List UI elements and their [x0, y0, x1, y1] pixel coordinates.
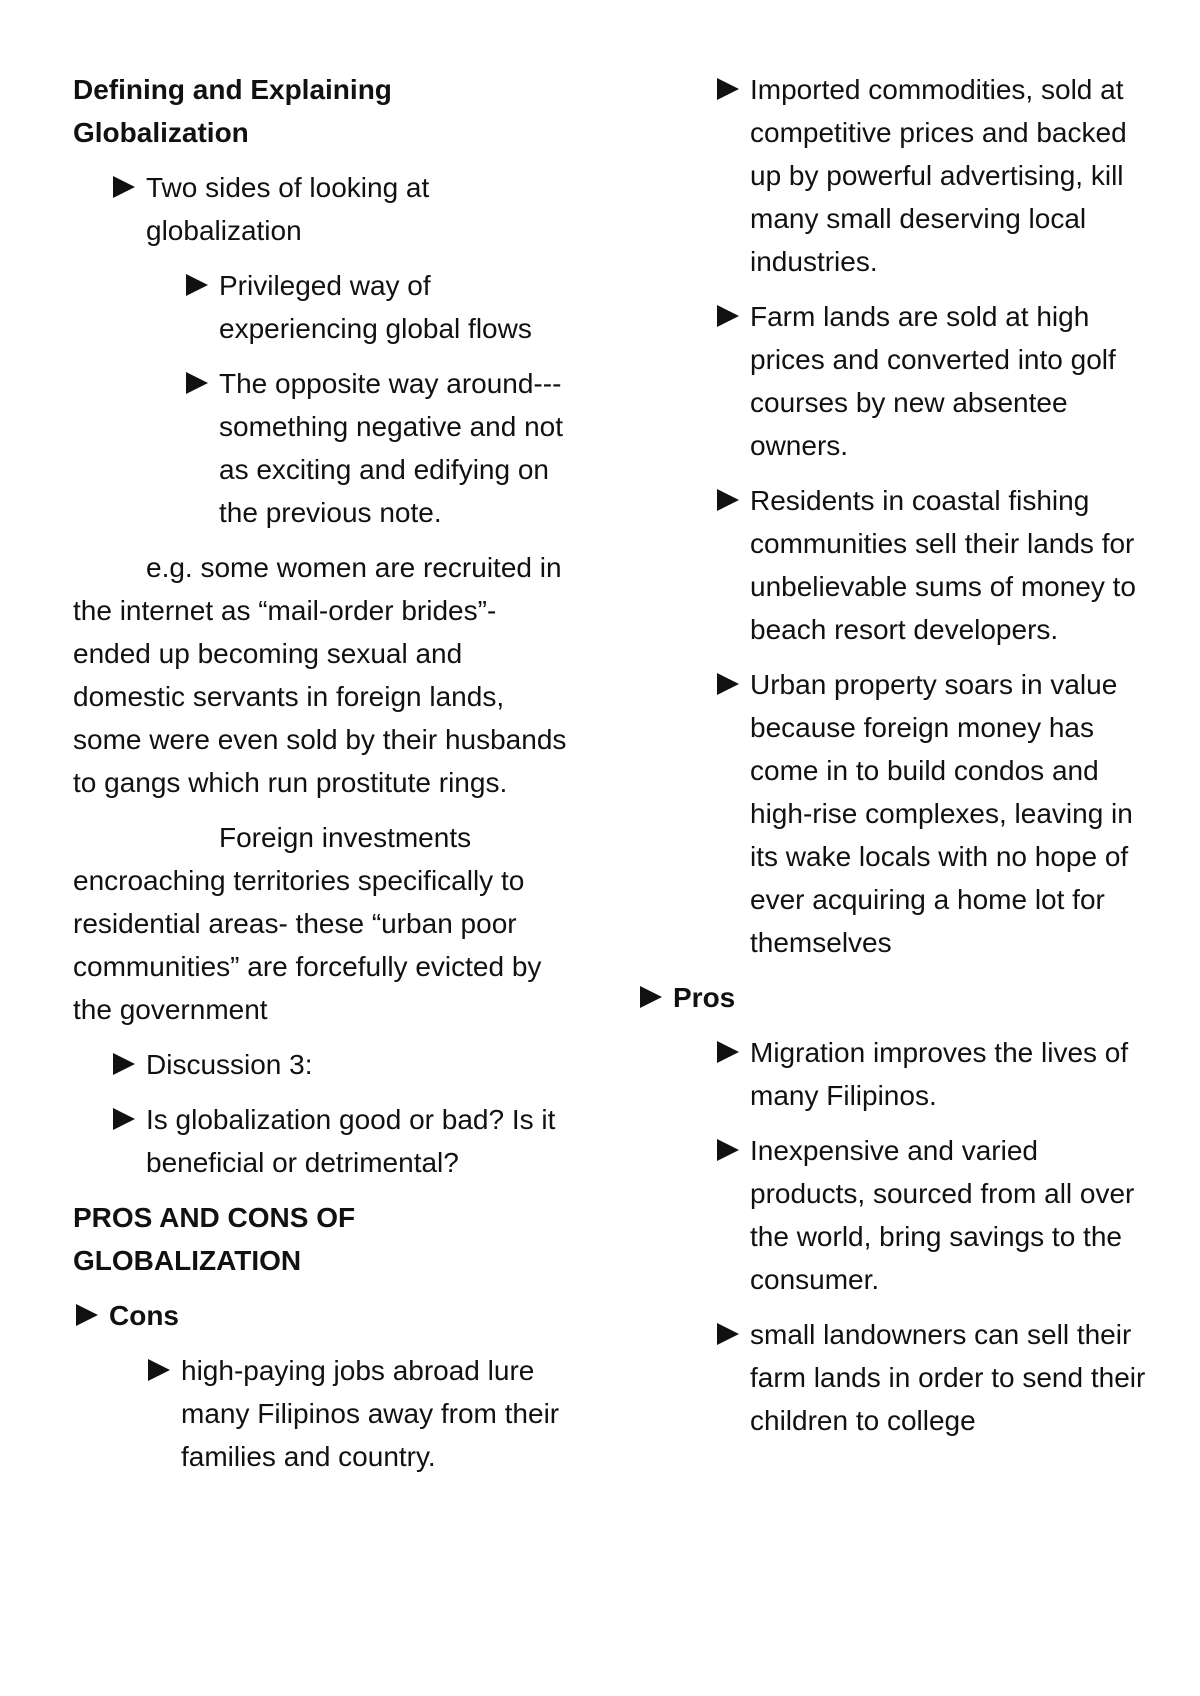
triangle-bullet-icon — [186, 372, 208, 394]
pros-item — [750, 1313, 1160, 1442]
bullet-discussion — [146, 1043, 573, 1086]
bullet-text: Two sides of looking at globalization — [146, 172, 430, 246]
right-column — [640, 68, 1160, 1454]
triangle-bullet-icon — [717, 78, 739, 100]
bullet-opposite — [219, 362, 573, 534]
bullet-text: Farm lands are sold at high prices and converted into golf courses by new absentee owners. — [750, 301, 1116, 461]
bullet-text: small landowners can sell their farm lands in order to send their children to college — [750, 1319, 1146, 1436]
bullet-text: Imported commodities, sold at competitive prices and backed up by powerful advertising, kill many small deserving local industries. — [750, 74, 1127, 277]
triangle-bullet-icon — [717, 1323, 739, 1345]
triangle-bullet-icon — [113, 1108, 135, 1130]
cons-item — [750, 68, 1160, 283]
bullet-question — [146, 1098, 573, 1184]
pros-cons-heading: PROS AND CONS OF GLOBALIZATION — [73, 1202, 356, 1276]
cons-label-text: Cons — [109, 1300, 179, 1331]
cons-item — [181, 1349, 573, 1478]
triangle-bullet-icon — [717, 1041, 739, 1063]
bullet-text: Urban property soars in value because foreign money has come in to build condos and high-rise complexes, leaving in its wake locals with no hope of ever acquiring a home lot for themselves — [750, 669, 1133, 958]
bullet-text: Residents in coastal fishing communities sell their lands for unbelievable sums of money to beach resort developers. — [750, 485, 1136, 645]
pros-item — [750, 1031, 1160, 1117]
cons-label — [109, 1294, 573, 1337]
left-column — [73, 68, 573, 1490]
page-title: Defining and Explaining Globalization — [73, 74, 392, 148]
triangle-bullet-icon — [113, 176, 135, 198]
pros-label — [673, 976, 1160, 1019]
bullet-text: Inexpensive and varied products, sourced from all over the world, bring savings to the consumer. — [750, 1135, 1135, 1295]
bullet-two-sides — [146, 166, 573, 252]
bullet-text: Migration improves the lives of many Filipinos. — [750, 1037, 1129, 1111]
cons-item — [750, 295, 1160, 467]
triangle-bullet-icon — [113, 1053, 135, 1075]
triangle-bullet-icon — [186, 274, 208, 296]
example-paragraph: e.g. some women are recruited in the internet as “mail-order brides”- ended up becoming sexual and domestic servants in foreign lands, some were even sold by their husbands to gangs which run prostitute rings. — [73, 552, 567, 798]
cons-item — [750, 663, 1160, 964]
pros-item — [750, 1129, 1160, 1301]
triangle-bullet-icon — [148, 1359, 170, 1381]
foreign-investments-paragraph: Foreign investments encroaching territories specifically to residential areas- these “urban poor communities” are forcefully evicted by the government — [73, 822, 542, 1025]
cons-item — [750, 479, 1160, 651]
triangle-bullet-icon — [717, 305, 739, 327]
triangle-bullet-icon — [717, 489, 739, 511]
bullet-text: Is globalization good or bad? Is it beneficial or detrimental? — [146, 1104, 556, 1178]
triangle-bullet-icon — [640, 986, 662, 1008]
triangle-bullet-icon — [717, 1139, 739, 1161]
bullet-text: The opposite way around--- something negative and not as exciting and edifying on the previous note. — [219, 368, 564, 528]
bullet-text: Discussion 3: — [146, 1049, 313, 1080]
triangle-bullet-icon — [717, 673, 739, 695]
bullet-privileged — [219, 264, 573, 350]
triangle-bullet-icon — [76, 1304, 98, 1326]
pros-label-text: Pros — [673, 982, 736, 1013]
bullet-text: high-paying jobs abroad lure many Filipinos away from their families and country. — [181, 1355, 560, 1472]
bullet-text: Privileged way of experiencing global flows — [219, 270, 532, 344]
